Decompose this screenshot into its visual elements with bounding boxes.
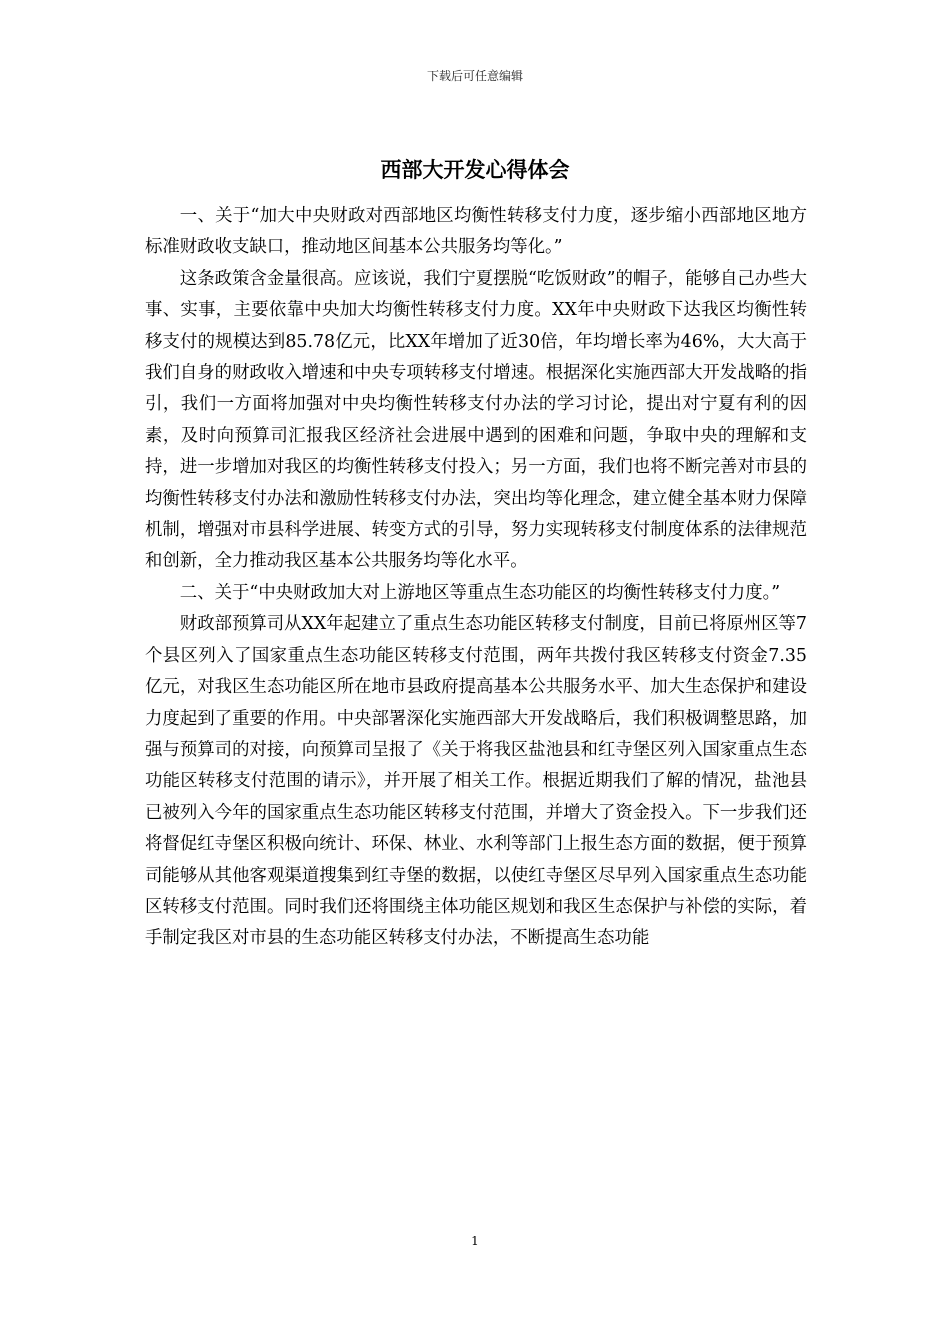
document-title: 西部大开发心得体会 bbox=[380, 158, 570, 182]
header-note: 下载后可任意编辑 bbox=[426, 69, 523, 83]
paragraph-1: 一、关于“加大中央财政对西部地区均衡性转移支付力度，逐步缩小西部地区地方标准财政收支缺口，推动地区间基本公共服务均等化。” bbox=[145, 206, 807, 258]
document-body bbox=[145, 201, 807, 955]
paragraph-4: 财政部预算司从XX年起建立了重点生态功能区转移支付制度，目前已将原州区等7个县区列入了国家重点生态功能区转移支付范围，两年共拨付我区转移支付资金7.35亿元，对我区生态功能区所在地市县政府提高基本公共服务水平、加大生态保护和建设力度起到了重要的作用。中央部署深化实施西部大开发战略后，我们积极调整思路，加强与预算司的对接，向预算司呈报了《关于将我区盐池县和红寺堡区列入国家重点生态功能区转移支付范围的请示》，并开展了相关工作。根据近期我们了解的情况，盐池县已被列入今年的国家重点生态功能区转移支付范围，并增大了资金投入。下一步我们还将督促红寺堡区积极向统计、环保、林业、水利等部门上报生态方面的数据，便于预算司能够从其他客观渠道搜集到红寺堡的数据，以使红寺堡区尽早列入国家重点生态功能区转移支付范围。同时我们还将围绕主体功能区规划和我区生态保护与补偿的实际，着手制定我区对市县的生态功能区转移支付办法，不断提高生态功能 bbox=[145, 614, 807, 949]
page-number: 1 bbox=[471, 1234, 479, 1248]
paragraph-3: 二、关于“中央财政加大对上游地区等重点生态功能区的均衡性转移支付力度。” bbox=[179, 582, 781, 603]
paragraph-2: 这条政策含金量很高。应该说，我们宁夏摆脱“吃饭财政”的帽子，能够自己办些大事、实事，主要依靠中央加大均衡性转移支付力度。XX年中央财政下达我区均衡性转移支付的规模达到85.78亿元，比XX年增加了近30倍，年均增长率为46%，大大高于我们自身的财政收入增速和中央专项转移支付增速。根据深化实施西部大开发战略的指引，我们一方面将加强对中央均衡性转移支付办法的学习讨论，提出对宁夏有利的因素，及时向预算司汇报我区经济社会进展中遇到的困难和问题，争取中央的理解和支持，进一步增加对我区的均衡性转移支付投入；另一方面，我们也将不断完善对市县的均衡性转移支付办法和激励性转移支付办法，突出均等化理念，建立健全基本财力保障机制，增强对市县科学进展、转变方式的引导，努力实现转移支付制度体系的法律规范和创新，全力推动我区基本公共服务均等化水平。 bbox=[145, 268, 807, 572]
